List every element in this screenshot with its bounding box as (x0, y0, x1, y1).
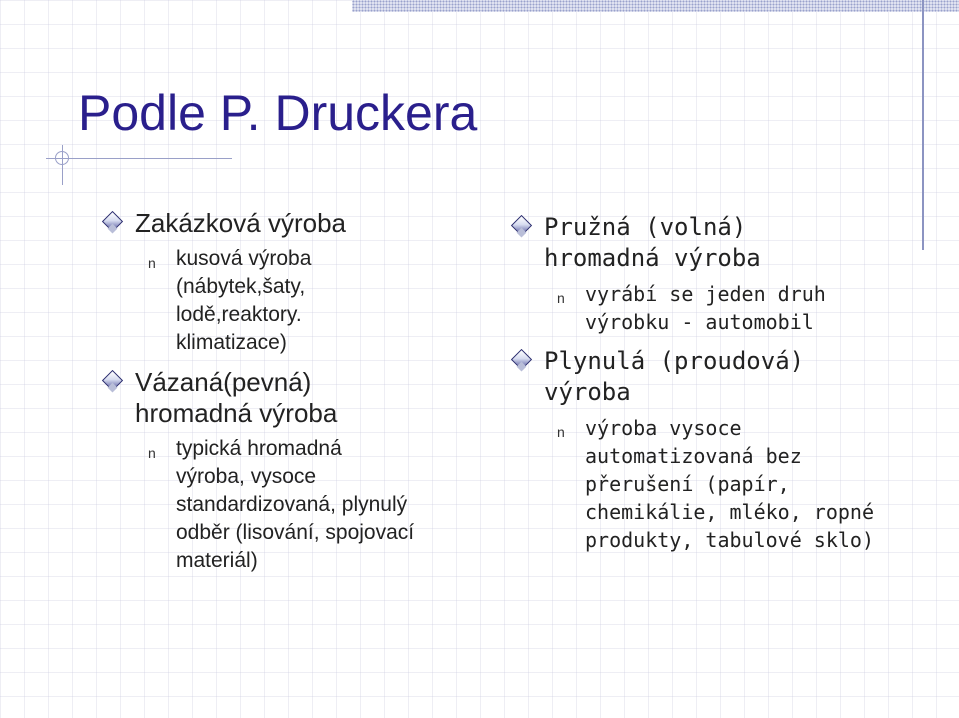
title-marker-ring (55, 151, 69, 165)
sub-bullet-line: vyrábí se jeden druh (585, 282, 826, 306)
right-bullet-2 (510, 346, 950, 408)
sub-bullet-marker: n (148, 255, 156, 271)
sub-bullet-marker: n (148, 445, 156, 461)
bullet-text: Vázaná(pevná) (135, 367, 312, 397)
sub-bullet-marker: n (557, 290, 565, 306)
title-underline (46, 158, 232, 159)
sub-bullet-marker: n (557, 424, 565, 440)
sub-bullet-line: produkty, tabulové sklo) (585, 528, 874, 552)
bullet-text: Zakázková výroba (135, 208, 346, 238)
top-pattern-band (352, 0, 959, 12)
left-bullet-1 (101, 208, 491, 239)
left-bullet-2 (101, 367, 491, 429)
left-sub-bullet-1 (101, 245, 491, 357)
sub-bullet-line: výrobku - automobil (585, 310, 814, 334)
sub-bullet-line: klimatizace) (176, 331, 287, 354)
left-column (101, 208, 491, 585)
diamond-bullet-icon (511, 349, 532, 370)
sub-bullet-line: lodě,reaktory. (176, 303, 302, 326)
bullet-text: hromadná výroba (544, 244, 761, 272)
right-bullet-1 (510, 212, 950, 274)
slide-title: Podle P. Druckera (78, 85, 478, 141)
bullet-text: Pružná (volná) (544, 213, 747, 241)
sub-bullet-line: výroba vysoce (585, 416, 742, 440)
right-sub-bullet-2 (510, 414, 950, 554)
diamond-bullet-icon (102, 370, 123, 391)
bullet-text: Plynulá (proudová) (544, 347, 805, 375)
sub-bullet-line: standardizovaná, plynulý (176, 493, 408, 516)
sub-bullet-line: přerušení (papír, (585, 472, 790, 496)
sub-bullet-line: chemikálie, mléko, ropné (585, 500, 874, 524)
sub-bullet-line: odběr (lisování, spojovací (176, 521, 415, 544)
left-sub-bullet-2 (101, 435, 491, 575)
sub-bullet-line: typická hromadná (176, 437, 342, 460)
diamond-bullet-icon (102, 211, 123, 232)
sub-bullet-line: výroba, vysoce (176, 465, 317, 488)
bullet-text: hromadná výroba (135, 398, 338, 428)
sub-bullet-line: (nábytek,šaty, (176, 275, 306, 298)
right-column (510, 212, 950, 564)
sub-bullet-line: automatizovaná bez (585, 444, 802, 468)
sub-bullet-line: kusová výroba (176, 247, 312, 270)
right-sub-bullet-1 (510, 280, 950, 336)
bullet-text: výroba (544, 378, 631, 406)
sub-bullet-line: materiál) (176, 549, 258, 572)
diamond-bullet-icon (511, 215, 532, 236)
